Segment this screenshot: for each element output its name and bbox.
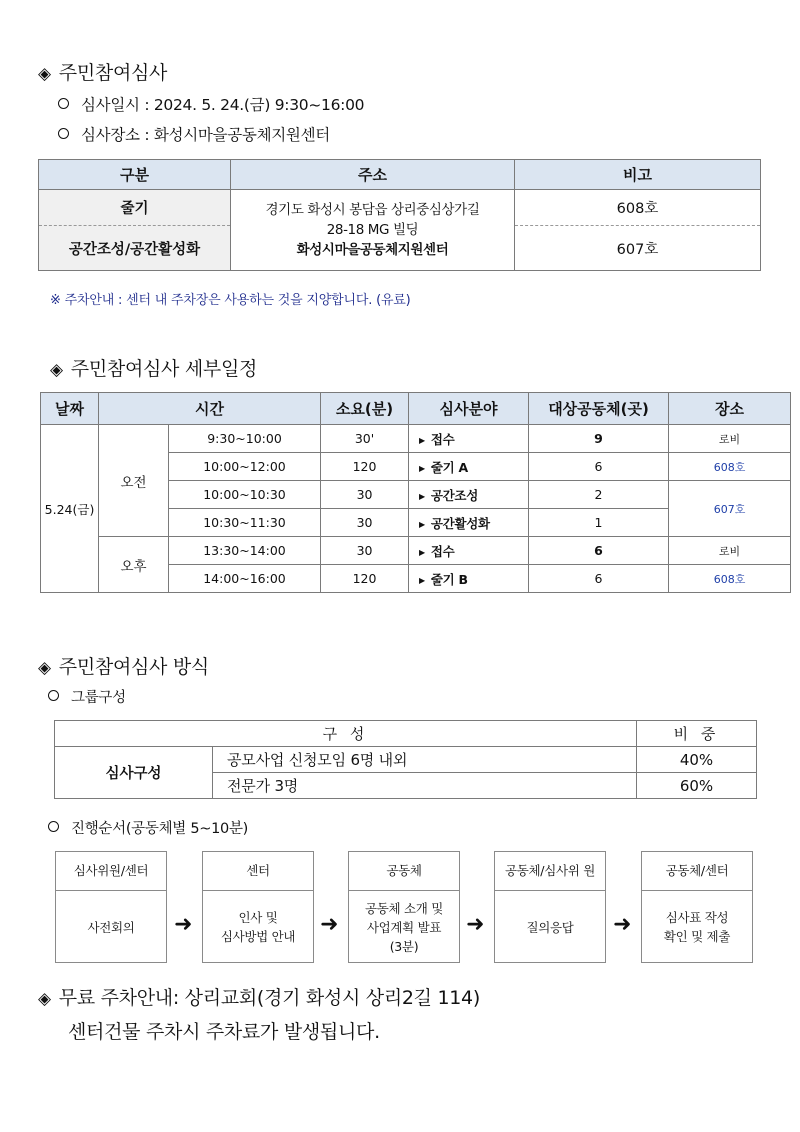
section-heading-free-parking — [38, 983, 480, 1010]
review-place-text: 심사장소 : 화성시마을공동체지원센터 — [81, 126, 330, 144]
date-cell: 5.24(금) — [41, 425, 99, 593]
flow-step-head: 센터 — [203, 852, 313, 891]
field-cell — [409, 509, 529, 537]
flow-step-body: 질의응답 — [526, 919, 574, 935]
place-cell: 607호 — [669, 481, 791, 537]
section-title: 주민참여심사 세부일정 — [70, 358, 258, 380]
place-cell: 로비 — [669, 425, 791, 453]
flow-step-head: 심사위원/센터 — [56, 852, 166, 891]
flow-step — [55, 851, 167, 963]
header-ratio: 비 중 — [637, 721, 757, 747]
group-label-text: 그룹구성 — [71, 690, 126, 706]
parking-fee-notice: 센터건물 주차시 주차료가 발생됩니다. — [68, 1021, 380, 1043]
composition-desc: 공모사업 신청모임 6명 내외 — [213, 747, 637, 773]
circle-bullet-icon — [48, 821, 59, 832]
field-text: 줄기 A — [430, 459, 468, 475]
section-heading-schedule — [50, 354, 257, 381]
circle-bullet-icon — [48, 690, 59, 701]
group-label-line — [48, 686, 126, 707]
field-cell — [409, 481, 529, 509]
duration-cell: 30 — [321, 481, 409, 509]
header-duration: 소요(분) — [321, 393, 409, 425]
section-title: 무료 주차안내: 상리교회(경기 화성시 상리2길 114) — [58, 987, 480, 1009]
triangle-right-icon: ▶ — [419, 435, 425, 445]
duration-cell: 30 — [321, 537, 409, 565]
count-cell: 9 — [529, 425, 669, 453]
table-row — [39, 190, 761, 226]
header-address: 주소 — [231, 160, 515, 190]
flow-step — [494, 851, 606, 963]
time-cell: 10:00~10:30 — [169, 481, 321, 509]
place-cell: 608호 — [669, 565, 791, 593]
place-cell: 608호 — [669, 453, 791, 481]
ratio-cell: 40% — [637, 747, 757, 773]
order-label-line — [48, 817, 248, 838]
row-label: 심사구성 — [55, 747, 213, 799]
order-label-text: 진행순서(공동체별 5~10분) — [71, 821, 249, 837]
time-cell: 14:00~16:00 — [169, 565, 321, 593]
room-note: 607호 — [515, 226, 761, 271]
row-label: 줄기 — [39, 190, 231, 226]
flow-step — [641, 851, 753, 963]
flow-step-body: 인사 및 심사방법 안내 — [220, 910, 296, 944]
diamond-icon: ◈ — [38, 989, 51, 1009]
field-text: 접수 — [430, 431, 455, 447]
header-date: 날짜 — [41, 393, 99, 425]
time-cell: 9:30~10:00 — [169, 425, 321, 453]
afternoon-cell: 오후 — [99, 537, 169, 593]
field-text: 줄기 B — [430, 571, 468, 587]
count-cell: 6 — [529, 537, 669, 565]
section-heading-method — [38, 652, 209, 679]
review-date-text: 심사일시 : 2024. 5. 24.(금) 9:30~16:00 — [81, 96, 365, 114]
table-row — [41, 425, 791, 453]
count-cell: 2 — [529, 481, 669, 509]
table-header-row — [39, 160, 761, 190]
flow-step-head: 공동체/심사위 원 — [495, 852, 605, 891]
field-cell — [409, 425, 529, 453]
time-cell: 13:30~14:00 — [169, 537, 321, 565]
section-title: 주민참여심사 방식 — [58, 656, 209, 678]
ratio-cell: 60% — [637, 773, 757, 799]
flow-step — [202, 851, 314, 963]
count-cell: 6 — [529, 453, 669, 481]
composition-table — [54, 720, 757, 799]
address-center-name: 화성시마을공동체지원센터 — [296, 242, 449, 258]
flow-step-body: 공동체 소개 및 사업계획 발표 (3분) — [365, 900, 443, 954]
diamond-icon: ◈ — [38, 658, 51, 678]
count-cell: 6 — [529, 565, 669, 593]
arrow-right-icon: ➜ — [466, 912, 485, 937]
venue-table — [38, 159, 761, 271]
header-category: 구분 — [39, 160, 231, 190]
duration-cell: 120 — [321, 453, 409, 481]
header-time: 시간 — [99, 393, 321, 425]
header-note: 비고 — [515, 160, 761, 190]
time-cell: 10:30~11:30 — [169, 509, 321, 537]
duration-cell: 30 — [321, 509, 409, 537]
address-line: 28-18 MG 빌딩 — [326, 222, 419, 238]
field-cell — [409, 453, 529, 481]
address-cell — [231, 190, 515, 271]
triangle-right-icon: ▶ — [419, 463, 425, 473]
time-cell: 10:00~12:00 — [169, 453, 321, 481]
flow-step-head: 공동체/센터 — [642, 852, 752, 891]
header-field: 심사분야 — [409, 393, 529, 425]
count-cell: 1 — [529, 509, 669, 537]
row-label: 공간조성/공간활성화 — [39, 226, 231, 271]
header-place: 장소 — [669, 393, 791, 425]
circle-bullet-icon — [58, 98, 69, 109]
field-text: 접수 — [430, 543, 455, 559]
field-text: 공간조성 — [430, 487, 478, 503]
diamond-icon: ◈ — [38, 64, 51, 84]
field-cell — [409, 565, 529, 593]
triangle-right-icon: ▶ — [419, 491, 425, 501]
review-date-line — [58, 93, 364, 115]
arrow-right-icon: ➜ — [320, 912, 339, 937]
circle-bullet-icon — [58, 128, 69, 139]
table-header-row — [41, 393, 791, 425]
triangle-right-icon: ▶ — [419, 547, 425, 557]
morning-cell: 오전 — [99, 425, 169, 537]
place-cell: 로비 — [669, 537, 791, 565]
field-text: 공간활성화 — [430, 515, 490, 531]
table-header-row — [55, 721, 757, 747]
composition-desc: 전문가 3명 — [213, 773, 637, 799]
duration-cell: 120 — [321, 565, 409, 593]
flow-step-body: 사전회의 — [87, 919, 135, 935]
table-row — [55, 747, 757, 773]
review-place-line — [58, 123, 330, 145]
parking-notice: ※ 주차안내 : 센터 내 주차장은 사용하는 것을 지양합니다. (유료) — [50, 293, 411, 308]
address-line: 경기도 화성시 봉담읍 상리중심상가길 — [265, 202, 480, 218]
schedule-table — [40, 392, 791, 593]
header-composition: 구 성 — [55, 721, 637, 747]
triangle-right-icon: ▶ — [419, 575, 425, 585]
triangle-right-icon: ▶ — [419, 519, 425, 529]
arrow-right-icon: ➜ — [174, 912, 193, 937]
diamond-icon: ◈ — [50, 360, 63, 380]
flow-step-body: 심사표 작성 확인 및 제출 — [663, 910, 731, 944]
section-title: 주민참여심사 — [58, 62, 168, 84]
room-note: 608호 — [515, 190, 761, 226]
flow-step — [348, 851, 460, 963]
duration-cell: 30' — [321, 425, 409, 453]
flow-step-head: 공동체 — [349, 852, 459, 891]
field-cell — [409, 537, 529, 565]
section-heading-review — [38, 58, 167, 85]
header-count: 대상공동체(곳) — [529, 393, 669, 425]
table-row — [41, 537, 791, 565]
arrow-right-icon: ➜ — [613, 912, 632, 937]
